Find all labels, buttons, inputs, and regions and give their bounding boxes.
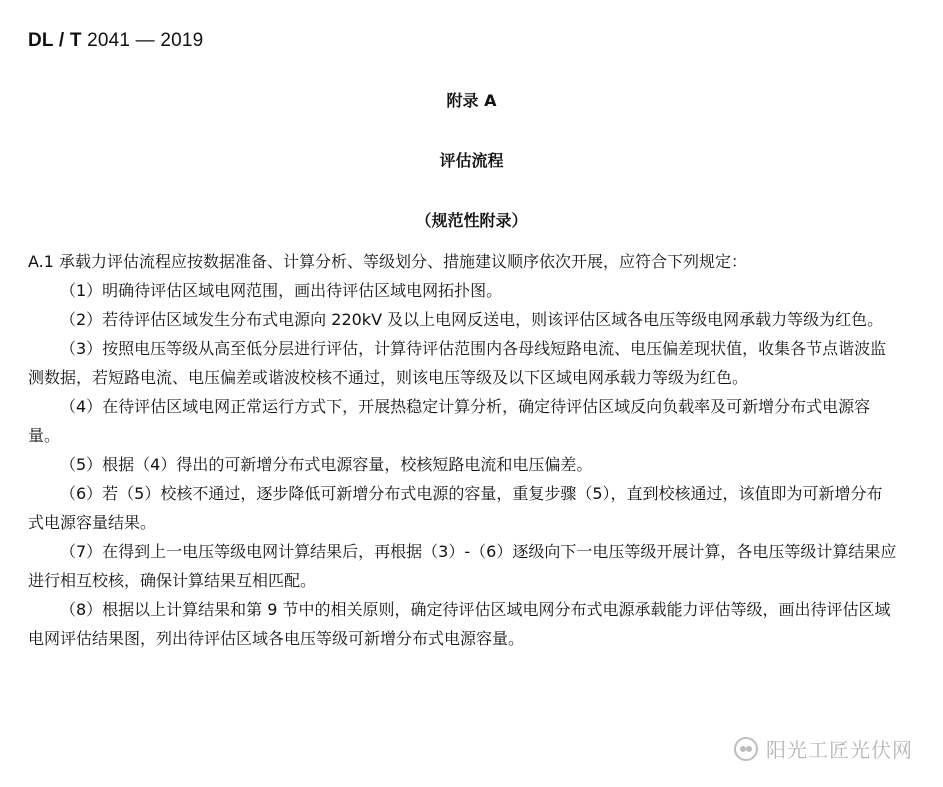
list-item-2: （2）若待评估区域发生分布式电源向 220kV 及以上电网反送电，则该评估区域各电压等级电网承载力等级为红色。 (60, 310, 884, 329)
section-title: 评估流程 (439, 151, 504, 170)
list-item-6: （6）若（5）校核不通过，逐步降低可新增分布式电源的容量，重复步骤（5），直到校核通过，该值即为可新增分布式电源容量结果。 (28, 484, 883, 532)
normative-label: （规范性附录） (415, 211, 528, 230)
list-item-4: （4）在待评估区域电网正常运行方式下，开展热稳定计算分析，确定待评估区域反向负载率及可新增分布式电源容量。 (28, 397, 871, 445)
watermark (734, 734, 913, 763)
standard-code-number: 2041 — 2019 (81, 30, 204, 51)
list-item-3: （3）按照电压等级从高至低分层进行评估，计算待评估范围内各母线短路电流、电压偏差现状值，收集各节点谐波监测数据，若短路电流、电压偏差或谐波校核不通过，则该电压等级及以下区域电网承载力等级为红色。 (28, 339, 887, 387)
appendix-title: 附录 A (446, 91, 497, 110)
list-item-5: （5）根据（4）得出的可新增分布式电源容量，校核短路电流和电压偏差。 (60, 455, 593, 474)
wechat-icon (734, 737, 758, 761)
watermark-text: 阳光工匠光伏网 (766, 738, 913, 762)
standard-code (28, 30, 203, 52)
list-item-7: （7）在得到上一电压等级电网计算结果后，再根据（3）-（6）逐级向下一电压等级开展计算，各电压等级计算结果应进行相互校核，确保计算结果互相匹配。 (28, 542, 897, 590)
list-item-1: （1）明确待评估区域电网范围，画出待评估区域电网拓扑图。 (60, 281, 503, 300)
body-text (28, 247, 898, 653)
clause-a1: A.1 承载力评估流程应按数据准备、计算分析、等级划分、措施建议顺序依次开展，应符合下列规定： (28, 252, 748, 271)
standard-code-prefix: DL / T (28, 30, 82, 51)
list-item-8: （8）根据以上计算结果和第 9 节中的相关原则，确定待评估区域电网分布式电源承载能力评估等级，画出待评估区域电网评估结果图，列出待评估区域各电压等级可新增分布式电源容量。 (28, 600, 891, 648)
